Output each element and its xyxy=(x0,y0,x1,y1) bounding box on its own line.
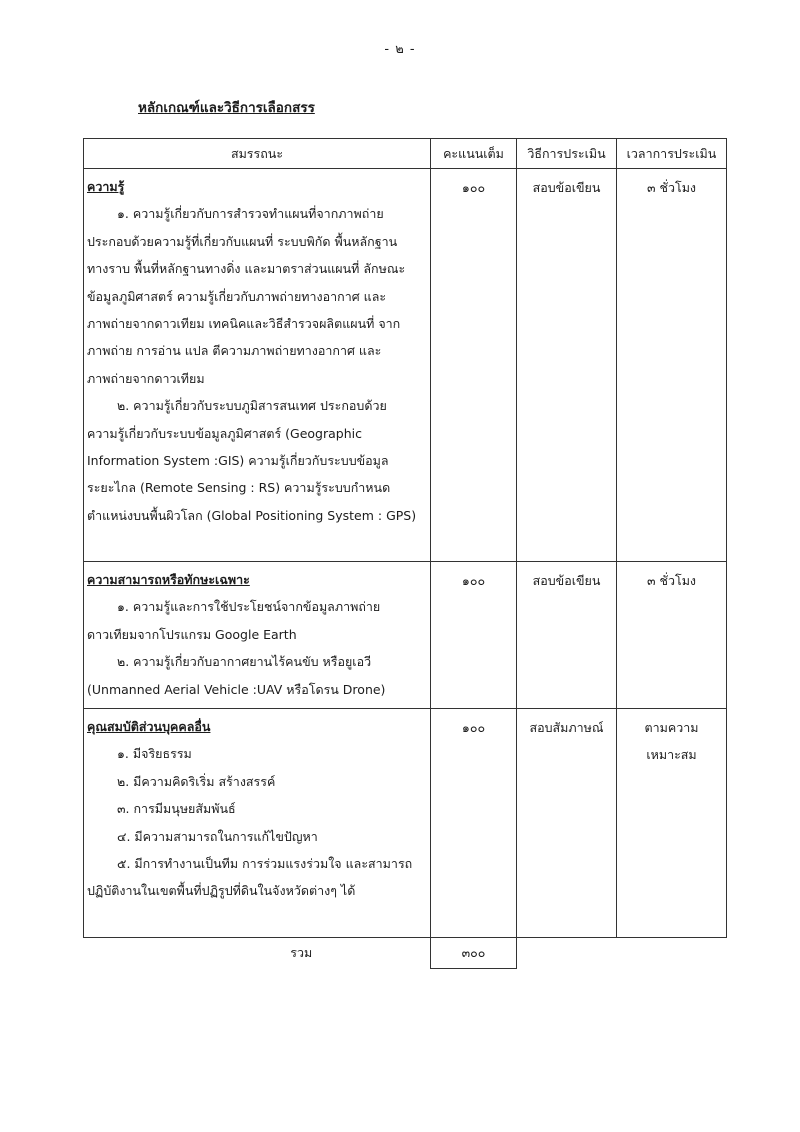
table-row xyxy=(84,709,727,938)
list-item xyxy=(87,850,426,905)
score-cell: ๑๐๐ xyxy=(431,709,517,938)
method-cell: สอบสัมภาษณ์ xyxy=(517,709,617,938)
table-header-row xyxy=(84,139,727,169)
list-item: ๒. มีความคิดริเริ่ม สร้างสรรค์ xyxy=(117,773,276,789)
section-title: คุณสมบัติส่วนบุคคลอื่น xyxy=(87,719,211,734)
item-line: ๑. ความรู้เกี่ยวกับการสำรวจทำแผนที่จากภาพถ่าย xyxy=(117,206,384,222)
header-full-score: คะแนนเต็ม xyxy=(431,139,517,169)
section-title: ความสามารถหรือทักษะเฉพาะ xyxy=(87,572,250,587)
list-item xyxy=(87,200,426,392)
total-row xyxy=(84,938,727,969)
total-label: รวม xyxy=(290,945,313,961)
item-line: ระยะไกล (Remote Sensing : RS) ความรู้ระบบกำหนด xyxy=(87,480,391,496)
time-line: เหมาะสม xyxy=(646,747,697,762)
item-line: ปฏิบัติงานในเขตพื้นที่ปฏิรูปที่ดินในจังหวัดต่างๆ ได้ xyxy=(87,883,356,899)
table-row xyxy=(84,562,727,709)
score-cell: ๑๐๐ xyxy=(431,562,517,709)
item-line: ๕. มีการทำงานเป็นทีม การร่วมแรงร่วมใจ และสามารถ xyxy=(117,856,413,872)
item-line: ๑. ความรู้และการใช้ประโยชน์จากข้อมูลภาพถ่าย xyxy=(117,599,381,615)
header-competency: สมรรถนะ xyxy=(84,139,431,169)
item-line: ดาวเทียมจากโปรแกรม Google Earth xyxy=(87,626,297,642)
method-cell: สอบข้อเขียน xyxy=(517,562,617,709)
competency-cell xyxy=(84,709,431,938)
method-cell: สอบข้อเขียน xyxy=(517,169,617,562)
item-line: ๒. ความรู้เกี่ยวกับระบบภูมิสารสนเทศ ประกอบด้วย xyxy=(117,398,387,414)
item-line: ประกอบด้วยความรู้ที่เกี่ยวกับแผนที่ ระบบพิกัด พื้นหลักฐาน xyxy=(87,233,398,249)
competency-cell xyxy=(84,562,431,709)
item-line: ภาพถ่าย การอ่าน แปล ตีความภาพถ่ายทางอากาศ และ xyxy=(87,343,382,359)
section-heading: หลักเกณฑ์และวิธีการเลือกสรร xyxy=(138,100,315,116)
list-item xyxy=(87,593,426,648)
section-title: ความรู้ xyxy=(87,179,125,194)
list-item xyxy=(87,648,426,703)
item-line: ภาพถ่ายจากดาวเทียม เทคนิคและวิธีสำรวจผลิตแผนที่ จาก xyxy=(87,316,401,332)
header-time: เวลาการประเมิน xyxy=(617,139,727,169)
item-line: ข้อมูลภูมิศาสตร์ ความรู้เกี่ยวกับภาพถ่ายทางอากาศ และ xyxy=(87,288,387,304)
header-method: วิธีการประเมิน xyxy=(517,139,617,169)
list-item: ๓. การมีมนุษยสัมพันธ์ xyxy=(117,801,236,817)
time-cell xyxy=(617,709,727,938)
competency-cell xyxy=(84,169,431,562)
item-line: ตำแหน่งบนพื้นผิวโลก (Global Positioning System : GPS) xyxy=(87,507,417,523)
item-line: ภาพถ่ายจากดาวเทียม xyxy=(87,370,205,386)
selection-criteria-table xyxy=(83,138,727,969)
page-number: - ๒ - xyxy=(384,42,416,57)
item-line: Information System :GIS) ความรู้เกี่ยวกับระบบข้อมูล xyxy=(87,453,389,469)
item-line: ความรู้เกี่ยวกับระบบข้อมูลภูมิศาสตร์ (Geographic xyxy=(87,425,362,441)
table-row xyxy=(84,169,727,562)
list-item: ๔. มีความสามารถในการแก้ไขปัญหา xyxy=(117,828,318,844)
time-line: ตามความ xyxy=(644,720,699,735)
list-item xyxy=(87,392,426,529)
score-cell: ๑๐๐ xyxy=(431,169,517,562)
empty-cell xyxy=(617,938,727,969)
time-cell: ๓ ชั่วโมง xyxy=(617,169,727,562)
item-line: (Unmanned Aerial Vehicle :UAV หรือโดรน Drone) xyxy=(87,681,386,697)
time-cell: ๓ ชั่วโมง xyxy=(617,562,727,709)
item-line: ทางราบ พื้นที่หลักฐานทางดิ่ง และมาตราส่วนแผนที่ ลักษณะ xyxy=(87,261,406,277)
empty-cell xyxy=(517,938,617,969)
total-value: ๓๐๐ xyxy=(431,938,517,969)
item-line: ๒. ความรู้เกี่ยวกับอากาศยานไร้คนขับ หรือยูเอวี xyxy=(117,654,372,670)
list-item: ๑. มีจริยธรรม xyxy=(117,746,192,762)
